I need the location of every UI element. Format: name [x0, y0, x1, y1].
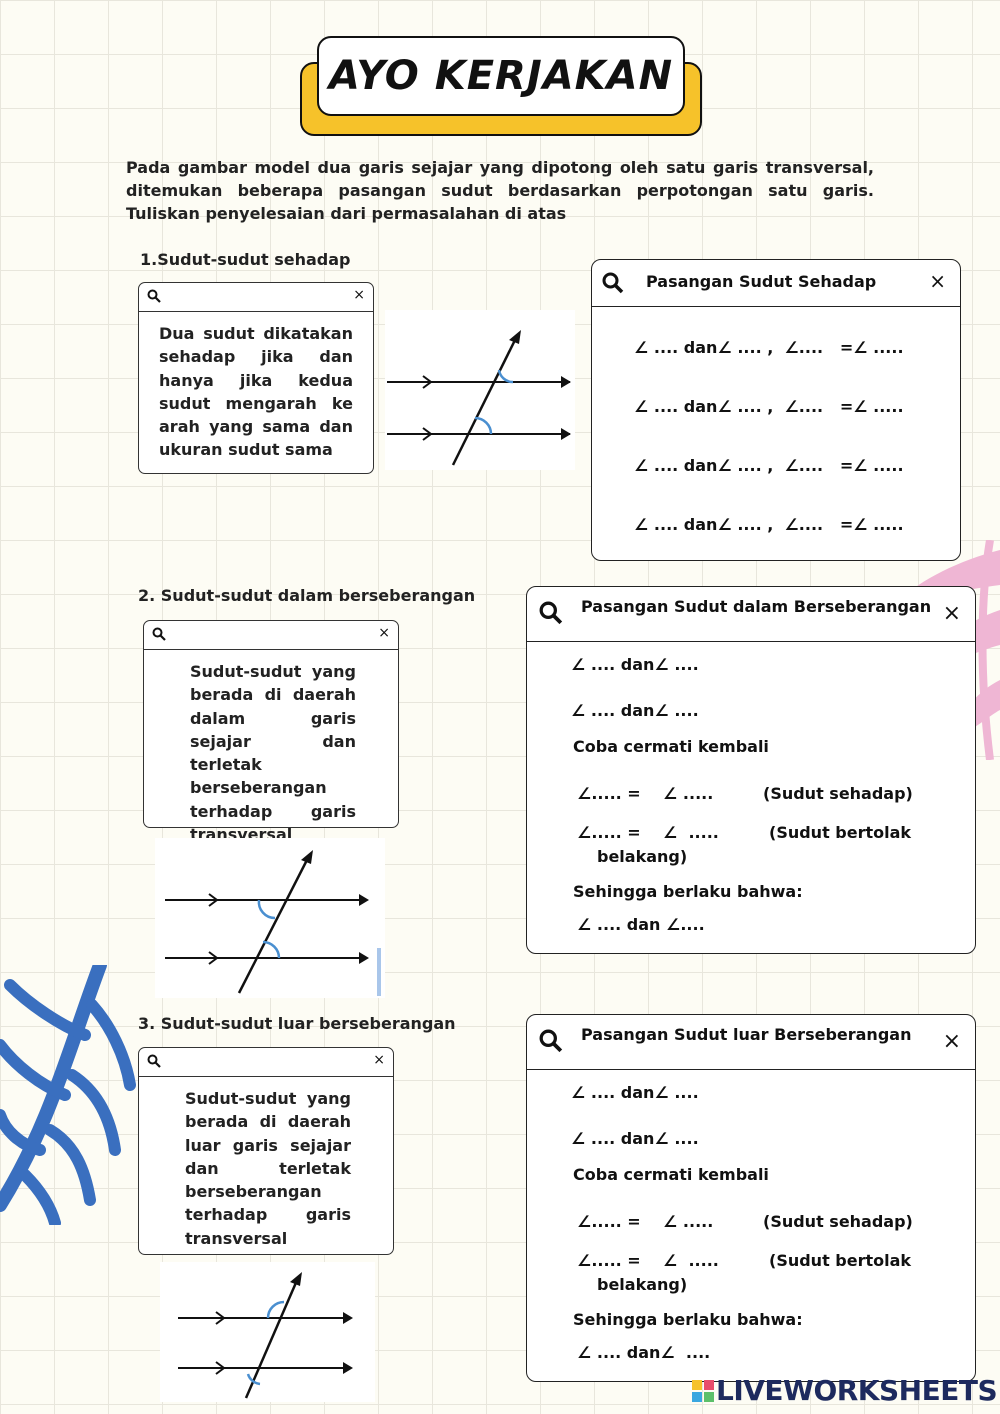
definition-window-2 [143, 620, 399, 845]
panel-title-1: Pasangan Sudut Sehadap [646, 272, 877, 291]
equation-1[interactable]: ∠..... = ∠ ..... [577, 784, 714, 803]
close-icon[interactable]: × [942, 601, 961, 626]
equation-2-note-cont: belakang) [597, 847, 688, 866]
equation-2[interactable]: ∠..... = ∠ ..... [577, 1251, 719, 1270]
result-line[interactable]: ∠ .... dan ∠.... [577, 915, 705, 934]
watermark-text: LIVEWORKSHEETS [716, 1374, 998, 1407]
section-2-heading: 2. Sudut-sudut dalam berseberangan [138, 586, 476, 605]
answer-row-2[interactable]: ∠ .... dan∠ .... , ∠.... =∠ ..... [634, 397, 904, 416]
window-bar [139, 283, 373, 312]
title-box [317, 36, 685, 116]
equation-1-note: (Sudut sehadap) [763, 1212, 913, 1231]
check-label: Coba cermati kembali [573, 737, 769, 756]
close-icon[interactable]: × [942, 1029, 961, 1054]
definition-window-1 [138, 282, 374, 474]
section-1-heading: 1.Sudut-sudut sehadap [140, 250, 351, 269]
page-title: AYO KERJAKAN [328, 53, 674, 99]
equation-2[interactable]: ∠..... = ∠ ..... [577, 823, 719, 842]
search-icon [602, 272, 624, 294]
corresponding-angles-diagram [385, 310, 575, 470]
window-bar [139, 1048, 393, 1077]
close-icon[interactable]: × [378, 625, 390, 641]
alternate-exterior-angles-diagram [160, 1262, 375, 1402]
window-bar [144, 621, 398, 650]
panel-header [592, 260, 960, 307]
conclusion-label: Sehingga berlaku bahwa: [573, 882, 803, 901]
section-3-heading: 3. Sudut-sudut luar berseberangan [138, 1014, 456, 1033]
panel-header [527, 1015, 975, 1070]
blue-leaf-decoration [0, 965, 140, 1225]
search-icon [152, 627, 166, 641]
pair-line-2[interactable]: ∠ .... dan∠ .... [571, 701, 699, 720]
answer-row-1[interactable]: ∠ .... dan∠ .... , ∠.... =∠ ..... [634, 338, 904, 357]
check-label: Coba cermati kembali [573, 1165, 769, 1184]
panel-header [527, 587, 975, 642]
close-icon[interactable]: × [353, 287, 365, 303]
search-icon [147, 1054, 161, 1068]
answer-row-3[interactable]: ∠ .... dan∠ .... , ∠.... =∠ ..... [634, 456, 904, 475]
result-line[interactable]: ∠ .... dan∠ .... [577, 1343, 711, 1362]
answer-panel-1 [591, 259, 961, 561]
definition-text-3: Sudut-sudut yang berada di daerah luar garis sejajar dan terletak berseberangan terhadap garis transversal [185, 1089, 351, 1248]
liveworksheets-logo-icon [692, 1380, 714, 1402]
answer-panel-2 [526, 586, 976, 954]
equation-2-note: (Sudut bertolak [769, 823, 912, 842]
pair-line-1[interactable]: ∠ .... dan∠ .... [571, 1083, 699, 1102]
search-icon [539, 601, 563, 625]
intro-text: Pada gambar model dua garis sejajar yang dipotong oleh satu garis transversal, ditemukan beberapa pasangan sudut berdasarkan perpotongan satu garis. Tuliskan penyelesaian dari permasalahan di atas [126, 158, 874, 223]
liveworksheets-watermark [692, 1374, 997, 1407]
equation-1-note: (Sudut sehadap) [763, 784, 913, 803]
answer-panel-3 [526, 1014, 976, 1382]
definition-text-1: Dua sudut dikatakan sehadap jika dan hanya jika kedua sudut mengarah ke arah yang sama dan ukuran sudut sama [159, 324, 353, 460]
close-icon[interactable]: × [373, 1052, 385, 1068]
answer-row-4[interactable]: ∠ .... dan∠ .... , ∠.... =∠ ..... [634, 515, 904, 534]
pair-line-1[interactable]: ∠ .... dan∠ .... [571, 655, 699, 674]
search-icon [147, 289, 161, 303]
panel-title-3: Pasangan Sudut luar Berseberangan [581, 1025, 912, 1044]
equation-1[interactable]: ∠..... = ∠ ..... [577, 1212, 714, 1231]
conclusion-label: Sehingga berlaku bahwa: [573, 1310, 803, 1329]
equation-2-note-cont: belakang) [597, 1275, 688, 1294]
equation-2-note: (Sudut bertolak [769, 1251, 912, 1270]
definition-text-2: Sudut-sudut yang berada di daerah dalam garis sejajar dan terletak berseberangan terhadap garis transversal [190, 662, 356, 845]
close-icon[interactable]: × [929, 269, 946, 293]
search-icon [539, 1029, 563, 1053]
alternate-interior-angles-diagram [155, 838, 385, 998]
panel-title-2: Pasangan Sudut dalam Berseberangan [581, 597, 932, 616]
definition-window-3 [138, 1047, 394, 1255]
pair-line-2[interactable]: ∠ .... dan∠ .... [571, 1129, 699, 1148]
